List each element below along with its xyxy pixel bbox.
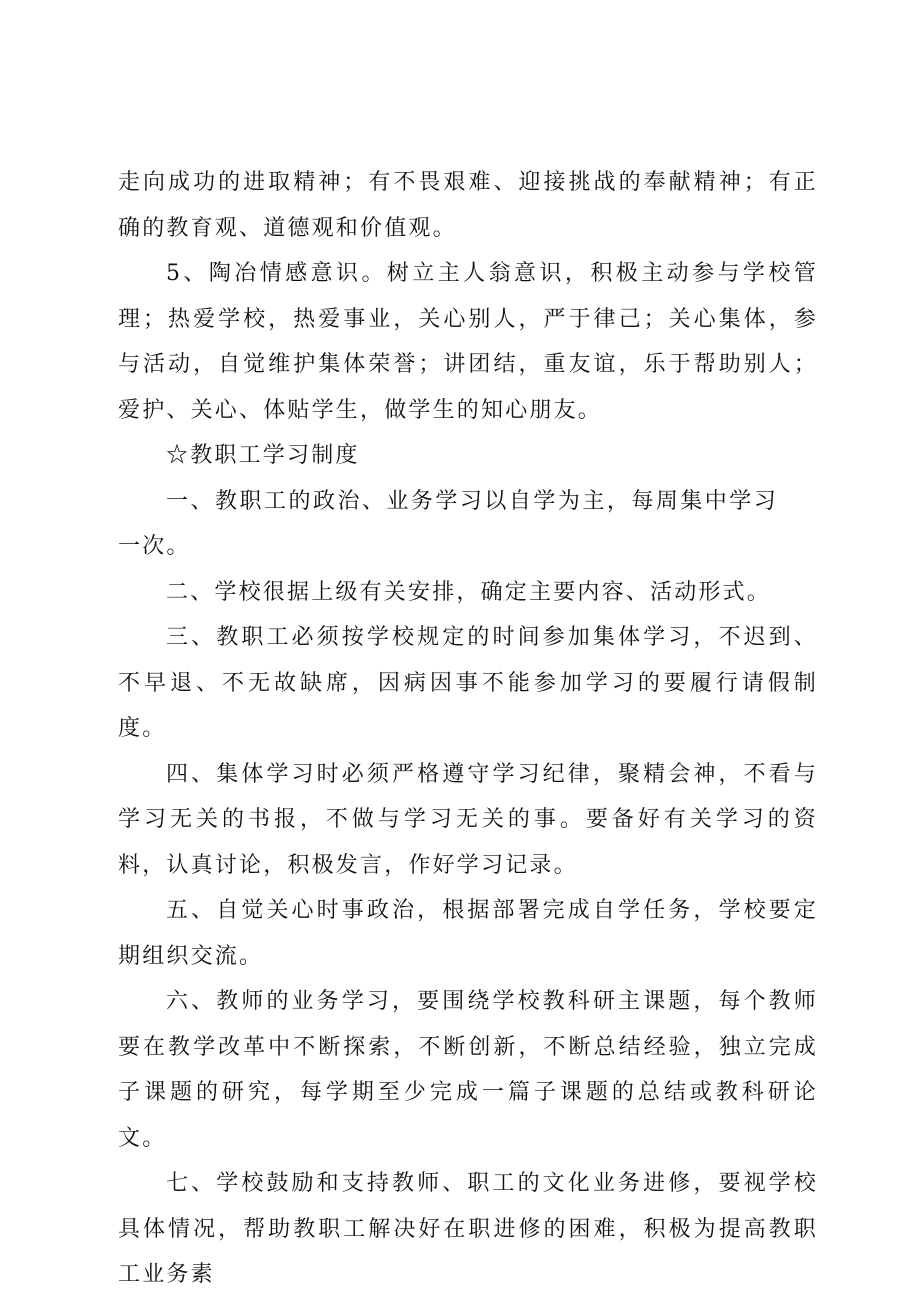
paragraph-emotion-awareness: 5、陶冶情感意识。树立主人翁意识，积极主动参与学校管理；热爱学校，热爱事业，关心别人，严于律己；关心集体，参与活动，自觉维护集体荣誉；讲团结，重友谊，乐于帮助别人；爱护、关心、体贴学生，做学生的知心朋友。 (118, 261, 818, 423)
paragraph-rule-1: 一、教职工的政治、业务学习以自学为主，每周集中学习一次。 (118, 488, 778, 559)
paragraph-rule-4: 四、集体学习时必须严格遵守学习纪律，聚精会神，不看与学习无关的书报，不做与学习无关的事。要备好有关学习的资料，认真讨论，积极发言，作好学习记录。 (118, 761, 818, 878)
paragraph-rule-2: 二、学校很据上级有关安排，确定主要内容、活动形式。 (166, 579, 772, 605)
paragraph-rule-7: 七、学校鼓励和支持教师、职工的文化业务进修，要视学校具体情况，帮助教职工解决好在职进修的困难，积极为提高教职工业务素 (118, 1171, 818, 1287)
paragraph-rule-5: 五、自觉关心时事政治，根据部署完成自学任务，学校要定期组织交流。 (118, 898, 818, 969)
paragraph-continuation: 走向成功的进取精神；有不畏艰难、迎接挑战的奉献精神；有正确的教育观、道德观和价值观。 (118, 170, 818, 241)
paragraph-rule-6: 六、教师的业务学习，要围绕学校教科研主课题，每个教师要在教学改革中不断探索，不断创新，不断总结经验，独立完成子课题的研究，每学期至少完成一篇子课题的总结或教科研论文。 (118, 989, 818, 1151)
paragraph-rule-3: 三、教职工必须按学校规定的时间参加集体学习，不迟到、不早退、不无故缺席，因病因事不能参加学习的要履行请假制度。 (118, 625, 818, 741)
document-body (118, 160, 818, 1298)
section-heading-study-system: ☆教职工学习制度 (166, 443, 360, 468)
